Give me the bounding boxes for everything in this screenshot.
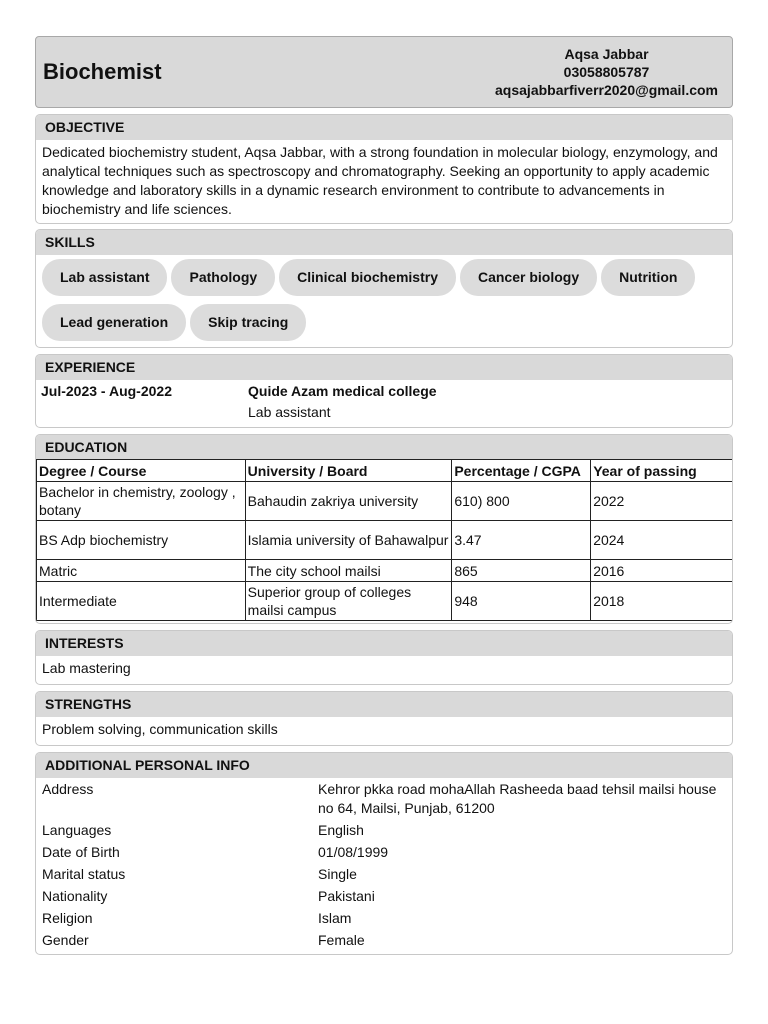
experience-section [35,354,733,428]
info-value: 01/08/1999 [318,844,389,860]
skill-pill: Lead generation [42,304,186,341]
skill-pill: Pathology [171,259,275,296]
resume-header [35,36,733,108]
experience-heading: EXPERIENCE [36,355,732,380]
info-value: English [318,822,364,838]
personal-info-heading: ADDITIONAL PERSONAL INFO [36,753,732,778]
interests-heading: INTERESTS [36,631,732,656]
personal-info-list [36,778,732,954]
objective-heading: OBJECTIVE [36,115,732,140]
skill-pill: Lab assistant [42,259,167,296]
table-cell: Bachelor in chemistry, zoology , botany [37,482,246,521]
table-row [37,560,733,582]
skills-section [35,229,733,348]
table-cell: BS Adp biochemistry [37,521,246,560]
contact-block [495,45,718,99]
column-header: Year of passing [591,460,733,482]
job-title: Biochemist [43,59,162,84]
table-cell: Matric [37,560,246,582]
info-label: Date of Birth [42,844,120,860]
strengths-section [35,691,733,746]
table-row [37,521,733,560]
table-cell: 2016 [591,560,733,582]
info-label: Gender [42,932,89,948]
interests-section [35,630,733,685]
table-cell: 3.47 [452,521,591,560]
skill-pill: Cancer biology [460,259,597,296]
experience-role: Lab assistant [248,404,331,420]
info-row-nationality [42,887,727,906]
info-row-religion [42,909,727,928]
info-label: Marital status [42,866,126,882]
table-cell: Intermediate [37,582,246,621]
info-value: Pakistani [318,888,375,904]
table-cell: 610) 800 [452,482,591,521]
column-header: Percentage / CGPA [452,460,591,482]
info-row-gender [42,931,727,950]
info-label: Languages [42,822,112,838]
info-value: Single [318,866,357,882]
table-cell: 865 [452,560,591,582]
phone-number: 03058805787 [563,64,650,80]
info-value: Kehror pkka road mohaAllah Rasheeda baad tehsil mailsi house no 64, Mailsi, Punjab, 61200 [318,781,717,816]
info-row-address [42,780,727,818]
table-row [37,582,733,621]
interests-text: Lab mastering [42,660,131,676]
table-row [37,482,733,521]
personal-info-section [35,752,733,955]
table-cell: 2022 [591,482,733,521]
table-cell: Superior group of colleges mailsi campus [245,582,452,621]
table-cell: The city school mailsi [245,560,452,582]
candidate-name: Aqsa Jabbar [564,46,649,62]
experience-organization: Quide Azam medical college [248,383,437,399]
experience-item [36,380,732,428]
info-row-date-of-birth [42,843,727,862]
info-label: Nationality [42,888,108,904]
experience-dates: Jul-2023 - Aug-2022 [41,383,172,399]
objective-text: Dedicated biochemistry student, Aqsa Jabbar, with a strong foundation in molecular biology, enzymology, and analytical techniques such as spectroscopy and chromatography. Seeking an opportunity to apply academic knowledge and laboratory skills in a dynamic research environment to contribute to advancements in biochemistry and life sciences. [42,144,718,217]
column-header: University / Board [245,460,452,482]
table-cell: Bahaudin zakriya university [245,482,452,521]
education-section [35,434,733,624]
education-table [36,459,733,621]
table-cell: 2018 [591,582,733,621]
strengths-text: Problem solving, communication skills [42,721,278,737]
info-label: Religion [42,910,93,926]
table-cell: 2024 [591,521,733,560]
skill-pill: Clinical biochemistry [279,259,456,296]
column-header: Degree / Course [37,460,246,482]
email-address: aqsajabbarfiverr2020@gmail.com [495,82,718,98]
skill-pill: Skip tracing [190,304,306,341]
info-label: Address [42,781,94,797]
objective-section [35,114,733,224]
skills-heading: SKILLS [36,230,732,255]
info-value: Islam [318,910,352,926]
skill-pill: Nutrition [601,259,695,296]
strengths-heading: STRENGTHS [36,692,732,717]
table-cell: Islamia university of Bahawalpur [245,521,452,560]
info-row-marital-status [42,865,727,884]
table-header-row [37,460,733,482]
education-heading: EDUCATION [36,435,732,459]
skills-list [36,255,732,348]
table-cell: 948 [452,582,591,621]
info-row-languages [42,821,727,840]
info-value: Female [318,932,365,948]
